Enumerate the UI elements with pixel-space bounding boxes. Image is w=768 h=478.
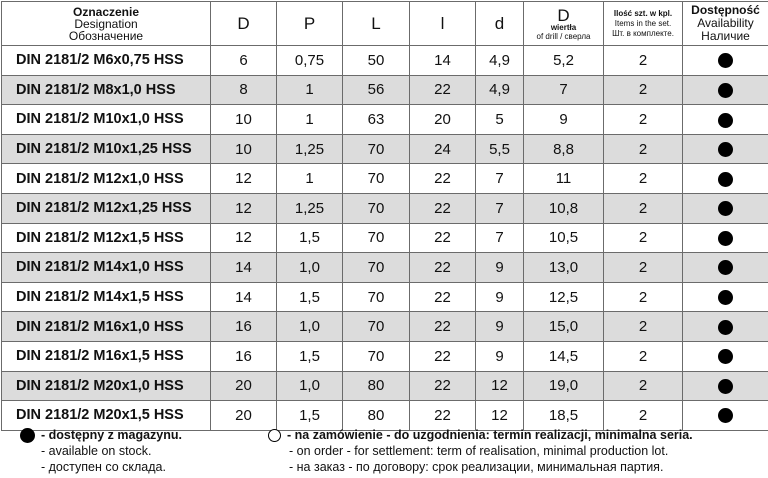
cell-l: 22: [410, 193, 476, 223]
cell-L: 70: [343, 282, 410, 312]
legend-on-order: [268, 427, 693, 475]
cell-designation: DIN 2181/2 M10x1,25 HSS: [2, 134, 211, 164]
cell-availability: [683, 164, 768, 194]
cell-drill-diameter: 8,8: [524, 134, 604, 164]
header-designation-pl: Oznaczenie: [72, 4, 140, 19]
header-quantity-ru: Шт. в комплекте.: [612, 28, 674, 38]
cell-d: 9: [476, 253, 524, 283]
cell-P: 1,5: [277, 282, 343, 312]
cell-L: 80: [343, 371, 410, 401]
cell-l: 22: [410, 253, 476, 283]
cell-L: 70: [343, 193, 410, 223]
table-row: [2, 371, 768, 401]
cell-designation: DIN 2181/2 M12x1,5 HSS: [2, 223, 211, 253]
cell-d: 4,9: [476, 75, 524, 105]
cell-quantity: 2: [604, 75, 683, 105]
filled-circle-icon: [718, 113, 733, 128]
cell-P: 0,75: [277, 46, 343, 76]
header-drill-symbol: D: [557, 5, 570, 25]
cell-availability: [683, 75, 768, 105]
cell-d: 9: [476, 282, 524, 312]
cell-l: 20: [410, 105, 476, 135]
cell-L: 70: [343, 164, 410, 194]
header-drill-line1: wiertła: [550, 22, 577, 32]
cell-l: 22: [410, 223, 476, 253]
cell-availability: [683, 253, 768, 283]
filled-circle-icon: [20, 428, 35, 443]
cell-l: 22: [410, 401, 476, 431]
cell-D: 20: [211, 371, 277, 401]
legend-on-order-ru: - на заказ - по договору: срок реализации, минимальная партия.: [289, 460, 664, 474]
cell-d: 7: [476, 193, 524, 223]
cell-designation: DIN 2181/2 M8x1,0 HSS: [2, 75, 211, 105]
legend-on-order-title: - na zamówienie - do uzgodnienia: termin realizacji, minimalna seria.: [287, 428, 693, 442]
cell-d: 9: [476, 341, 524, 371]
cell-quantity: 2: [604, 312, 683, 342]
table-row: [2, 134, 768, 164]
table-row: [2, 223, 768, 253]
cell-l: 22: [410, 341, 476, 371]
cell-D: 10: [211, 105, 277, 135]
cell-D: 14: [211, 282, 277, 312]
header-d: d: [476, 2, 524, 46]
cell-drill-diameter: 19,0: [524, 371, 604, 401]
header-designation-ru: Обозначение: [68, 28, 144, 43]
cell-L: 70: [343, 312, 410, 342]
table-row: [2, 312, 768, 342]
cell-P: 1,5: [277, 341, 343, 371]
header-quantity-pl: Ilość szt. w kpl.: [613, 8, 673, 18]
cell-D: 14: [211, 253, 277, 283]
header-designation: [2, 2, 211, 46]
cell-L: 80: [343, 401, 410, 431]
legend-available-en: - available on stock.: [41, 444, 152, 458]
cell-D: 12: [211, 223, 277, 253]
cell-quantity: 2: [604, 371, 683, 401]
table-row: [2, 341, 768, 371]
cell-P: 1,0: [277, 312, 343, 342]
filled-circle-icon: [718, 349, 733, 364]
header-availability-pl: Dostępność: [691, 3, 760, 17]
filled-circle-icon: [718, 260, 733, 275]
cell-l: 14: [410, 46, 476, 76]
cell-L: 56: [343, 75, 410, 105]
filled-circle-icon: [718, 172, 733, 187]
cell-D: 8: [211, 75, 277, 105]
cell-designation: DIN 2181/2 M16x1,5 HSS: [2, 341, 211, 371]
cell-drill-diameter: 12,5: [524, 282, 604, 312]
cell-P: 1,0: [277, 253, 343, 283]
cell-designation: DIN 2181/2 M20x1,5 HSS: [2, 401, 211, 431]
cell-D: 10: [211, 134, 277, 164]
cell-l: 22: [410, 164, 476, 194]
empty-circle-icon: [268, 429, 281, 442]
cell-D: 6: [211, 46, 277, 76]
cell-L: 70: [343, 341, 410, 371]
cell-availability: [683, 223, 768, 253]
cell-drill-diameter: 18,5: [524, 401, 604, 431]
table-row: [2, 193, 768, 223]
header-L: L: [343, 2, 410, 46]
cell-quantity: 2: [604, 105, 683, 135]
cell-d: 5,5: [476, 134, 524, 164]
cell-quantity: 2: [604, 401, 683, 431]
filled-circle-icon: [718, 201, 733, 216]
cell-quantity: 2: [604, 253, 683, 283]
cell-l: 22: [410, 371, 476, 401]
cell-P: 1,25: [277, 193, 343, 223]
cell-d: 7: [476, 164, 524, 194]
cell-quantity: 2: [604, 46, 683, 76]
cell-d: 5: [476, 105, 524, 135]
cell-drill-diameter: 15,0: [524, 312, 604, 342]
cell-D: 12: [211, 164, 277, 194]
cell-D: 16: [211, 312, 277, 342]
header-designation-en: Designation: [74, 16, 138, 31]
table-row: [2, 164, 768, 194]
cell-designation: DIN 2181/2 M14x1,0 HSS: [2, 253, 211, 283]
header-quantity: [604, 2, 683, 46]
cell-designation: DIN 2181/2 M14x1,5 HSS: [2, 282, 211, 312]
cell-d: 9: [476, 312, 524, 342]
cell-L: 70: [343, 253, 410, 283]
cell-l: 24: [410, 134, 476, 164]
filled-circle-icon: [718, 379, 733, 394]
table-row: [2, 105, 768, 135]
cell-quantity: 2: [604, 164, 683, 194]
cell-P: 1,0: [277, 371, 343, 401]
table-row: [2, 75, 768, 105]
cell-P: 1: [277, 105, 343, 135]
legend-on-order-en: - on order - for settlement: term of realisation, minimal production lot.: [289, 444, 669, 458]
filled-circle-icon: [718, 231, 733, 246]
cell-availability: [683, 282, 768, 312]
cell-availability: [683, 105, 768, 135]
cell-designation: DIN 2181/2 M16x1,0 HSS: [2, 312, 211, 342]
cell-P: 1,5: [277, 223, 343, 253]
cell-drill-diameter: 10,8: [524, 193, 604, 223]
header-D: D: [211, 2, 277, 46]
table-row: [2, 46, 768, 76]
cell-designation: DIN 2181/2 M12x1,25 HSS: [2, 193, 211, 223]
cell-quantity: 2: [604, 134, 683, 164]
cell-l: 22: [410, 75, 476, 105]
header-l: l: [410, 2, 476, 46]
cell-drill-diameter: 10,5: [524, 223, 604, 253]
legend-available-title: - dostępny z magazynu.: [41, 428, 182, 442]
cell-l: 22: [410, 312, 476, 342]
filled-circle-icon: [718, 320, 733, 335]
header-row: [2, 2, 768, 46]
cell-P: 1,25: [277, 134, 343, 164]
header-availability-en: Availability: [697, 16, 754, 30]
header-availability: [683, 2, 768, 46]
cell-availability: [683, 341, 768, 371]
cell-availability: [683, 193, 768, 223]
filled-circle-icon: [718, 53, 733, 68]
cell-L: 50: [343, 46, 410, 76]
cell-designation: DIN 2181/2 M10x1,0 HSS: [2, 105, 211, 135]
cell-drill-diameter: 5,2: [524, 46, 604, 76]
cell-P: 1,5: [277, 401, 343, 431]
cell-D: 20: [211, 401, 277, 431]
cell-D: 12: [211, 193, 277, 223]
cell-d: 7: [476, 223, 524, 253]
table-row: [2, 282, 768, 312]
cell-l: 22: [410, 282, 476, 312]
cell-d: 4,9: [476, 46, 524, 76]
cell-quantity: 2: [604, 223, 683, 253]
cell-availability: [683, 134, 768, 164]
filled-circle-icon: [718, 290, 733, 305]
cell-availability: [683, 401, 768, 431]
cell-d: 12: [476, 401, 524, 431]
cell-availability: [683, 312, 768, 342]
filled-circle-icon: [718, 142, 733, 157]
table-row: [2, 253, 768, 283]
cell-availability: [683, 46, 768, 76]
specification-table: [1, 1, 768, 431]
cell-drill-diameter: 14,5: [524, 341, 604, 371]
cell-drill-diameter: 7: [524, 75, 604, 105]
header-quantity-en: Items in the set.: [614, 18, 672, 28]
cell-drill-diameter: 13,0: [524, 253, 604, 283]
cell-D: 16: [211, 341, 277, 371]
cell-quantity: 2: [604, 193, 683, 223]
cell-designation: DIN 2181/2 M12x1,0 HSS: [2, 164, 211, 194]
cell-P: 1: [277, 164, 343, 194]
cell-L: 70: [343, 223, 410, 253]
cell-d: 12: [476, 371, 524, 401]
header-drill-diameter: [524, 2, 604, 46]
cell-drill-diameter: 11: [524, 164, 604, 194]
legend-available-ru: - доступен со склада.: [41, 460, 166, 474]
cell-L: 70: [343, 134, 410, 164]
cell-P: 1: [277, 75, 343, 105]
cell-drill-diameter: 9: [524, 105, 604, 135]
legend-available: [20, 427, 182, 475]
filled-circle-icon: [718, 408, 733, 423]
header-P: P: [277, 2, 343, 46]
header-drill-line2: of drill / сверла: [536, 31, 591, 41]
cell-designation: DIN 2181/2 M6x0,75 HSS: [2, 46, 211, 76]
filled-circle-icon: [718, 83, 733, 98]
cell-quantity: 2: [604, 341, 683, 371]
cell-quantity: 2: [604, 282, 683, 312]
header-availability-ru: Наличие: [701, 29, 750, 43]
cell-L: 63: [343, 105, 410, 135]
cell-designation: DIN 2181/2 M20x1,0 HSS: [2, 371, 211, 401]
table-row: [2, 401, 768, 431]
cell-availability: [683, 371, 768, 401]
